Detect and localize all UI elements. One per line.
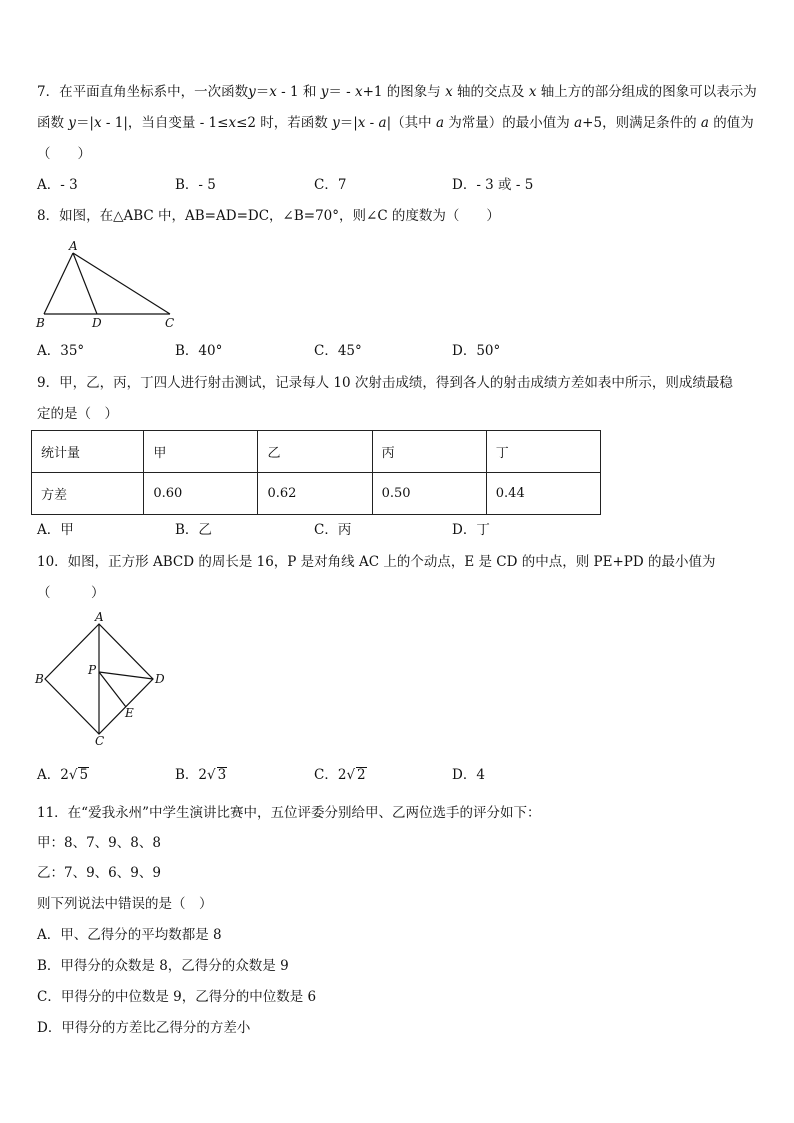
text: 7．在平面直角坐标系中，一次函数: [37, 84, 249, 100]
option-label: B．: [175, 767, 199, 783]
text: ≤2 时，若函数: [236, 115, 333, 131]
text: ＝: [255, 84, 270, 100]
variance-table: [31, 430, 601, 515]
label-b: B: [36, 316, 45, 330]
q11-option-a[interactable]: A．甲、乙得分的平均数都是 8: [37, 927, 222, 943]
text: -: [365, 115, 379, 131]
q9-stem-line1: 9．甲，乙，丙，丁四人进行射击测试，记录每人 10 次射击成绩，得到各人的射击成绩方差如表中所示，则成绩最稳: [37, 375, 733, 391]
q9-stem-line2: 定的是（ ）: [37, 406, 118, 422]
var: x: [228, 115, 237, 131]
table-cell: 方差: [32, 473, 144, 515]
label-a: A: [95, 610, 104, 624]
var: x: [94, 115, 102, 131]
var: x: [445, 84, 453, 100]
var: y: [248, 84, 256, 100]
q9-option-a[interactable]: A．甲: [37, 522, 74, 538]
text: 轴的交点及: [452, 84, 529, 100]
table-cell: 丙: [372, 431, 486, 473]
coefficient: 2: [337, 767, 347, 783]
q8-triangle-figure: [30, 238, 190, 333]
q8-option-a[interactable]: A．35°: [37, 343, 85, 359]
q11-option-b[interactable]: B．甲得分的众数是 8，乙得分的众数是 9: [37, 958, 289, 974]
option-label: C．: [314, 767, 338, 783]
table-cell: 甲: [144, 431, 258, 473]
text: - 1|，当自变量 - 1≤: [101, 115, 229, 131]
label-e: E: [125, 706, 134, 720]
q10-square-figure: [30, 612, 170, 752]
var: a: [378, 115, 387, 131]
text: ＝|: [339, 115, 358, 131]
segment-ad: [73, 253, 97, 314]
sqrt-icon: √: [207, 767, 216, 783]
q10-option-b[interactable]: [175, 765, 227, 785]
segment-ac: [73, 253, 170, 314]
table-cell: 0.44: [486, 473, 600, 515]
text: ＝ -: [328, 84, 355, 100]
q9-option-d[interactable]: D．丁: [452, 522, 490, 538]
coefficient: 2: [60, 767, 69, 783]
q11-option-d[interactable]: D．甲得分的方差比乙得分的方差小: [37, 1020, 251, 1036]
var: a: [700, 115, 709, 131]
q10-option-a[interactable]: [37, 765, 89, 785]
coefficient: 2: [198, 767, 208, 783]
q7-stem-line1: [37, 82, 757, 102]
var: y: [332, 115, 340, 131]
table-row: [32, 473, 601, 515]
q7-option-c[interactable]: C．7: [314, 177, 347, 193]
option-label: A．: [37, 767, 61, 783]
var: x: [528, 84, 537, 100]
text: - 1 和: [276, 84, 321, 100]
segment-pd: [99, 672, 153, 679]
radicand: 3: [217, 767, 227, 783]
table-cell: 0.60: [144, 473, 258, 515]
q10-stem-line2: （ ）: [37, 585, 105, 601]
label-b: B: [35, 672, 44, 686]
label-c: C: [165, 316, 175, 330]
label-d: D: [92, 316, 102, 330]
q11-jia-scores: 甲：8、7、9、8、8: [37, 835, 161, 851]
radicand: 2: [357, 767, 366, 783]
sqrt-icon: √: [68, 767, 78, 783]
option-label: D．4: [452, 767, 485, 783]
var: x: [354, 84, 363, 100]
q7-answer-blank: （ ）: [37, 146, 91, 162]
var: y: [68, 115, 76, 131]
q7-option-b[interactable]: B．- 5: [175, 177, 216, 193]
q8-stem: 8．如图，在△ABC 中，AB=AD=DC，∠B=70°，则∠C 的度数为（ ）: [37, 208, 500, 224]
table-cell: 0.50: [372, 473, 486, 515]
text: 轴上方的部分组成的图象可以表示为: [536, 84, 757, 100]
var: x: [357, 115, 366, 131]
label-p: P: [88, 663, 97, 677]
text: 的值为: [708, 115, 754, 131]
q8-option-b[interactable]: B．40°: [175, 343, 223, 359]
q7-option-a[interactable]: A．- 3: [37, 177, 78, 193]
label-c: C: [95, 734, 105, 748]
var: a: [574, 115, 583, 131]
q10-option-d[interactable]: [452, 765, 485, 785]
label-a: A: [69, 239, 78, 253]
segment-ab: [44, 253, 73, 314]
text: ＝|: [75, 115, 94, 131]
segment-pe: [99, 672, 126, 707]
text: +1 的图象与: [362, 84, 446, 100]
var: x: [269, 84, 277, 100]
q8-option-d[interactable]: D．50°: [452, 343, 501, 359]
q8-option-c[interactable]: C．45°: [314, 343, 362, 359]
var: a: [435, 115, 445, 131]
q10-option-c[interactable]: [314, 765, 367, 785]
table-cell: 0.62: [258, 473, 372, 515]
table-header-row: [32, 431, 601, 473]
table-cell: 统计量: [32, 431, 144, 473]
radicand: 5: [79, 767, 89, 783]
q11-option-c[interactable]: C．甲得分的中位数是 9，乙得分的中位数是 6: [37, 989, 317, 1005]
q10-stem-line1: 10．如图，正方形 ABCD 的周长是 16，P 是对角线 AC 上的个动点，E 是 CD 的中点，则 PE+PD 的最小值为: [37, 554, 716, 570]
text: 函数: [37, 115, 69, 131]
table-cell: 乙: [258, 431, 372, 473]
label-d: D: [155, 672, 165, 686]
q7-option-d[interactable]: D．- 3 或 - 5: [452, 177, 534, 193]
text: 为常量）的最小值为: [444, 115, 575, 131]
q11-yi-scores: 乙：7、9、6、9、9: [37, 865, 161, 881]
sqrt-icon: √: [346, 767, 356, 783]
q11-question: 则下列说法中错误的是（ ）: [37, 896, 213, 912]
q7-stem-line2: [37, 113, 754, 133]
var: y: [320, 84, 329, 100]
text: +5，则满足条件的: [582, 115, 701, 131]
q11-stem: 11．在“爱我永州”中学生演讲比赛中，五位评委分别给甲、乙两位选手的评分如下：: [37, 805, 541, 821]
q9-option-c[interactable]: C．丙: [314, 522, 352, 538]
table-cell: 丁: [486, 431, 600, 473]
text: |（其中: [386, 115, 436, 131]
q9-option-b[interactable]: B．乙: [175, 522, 212, 538]
